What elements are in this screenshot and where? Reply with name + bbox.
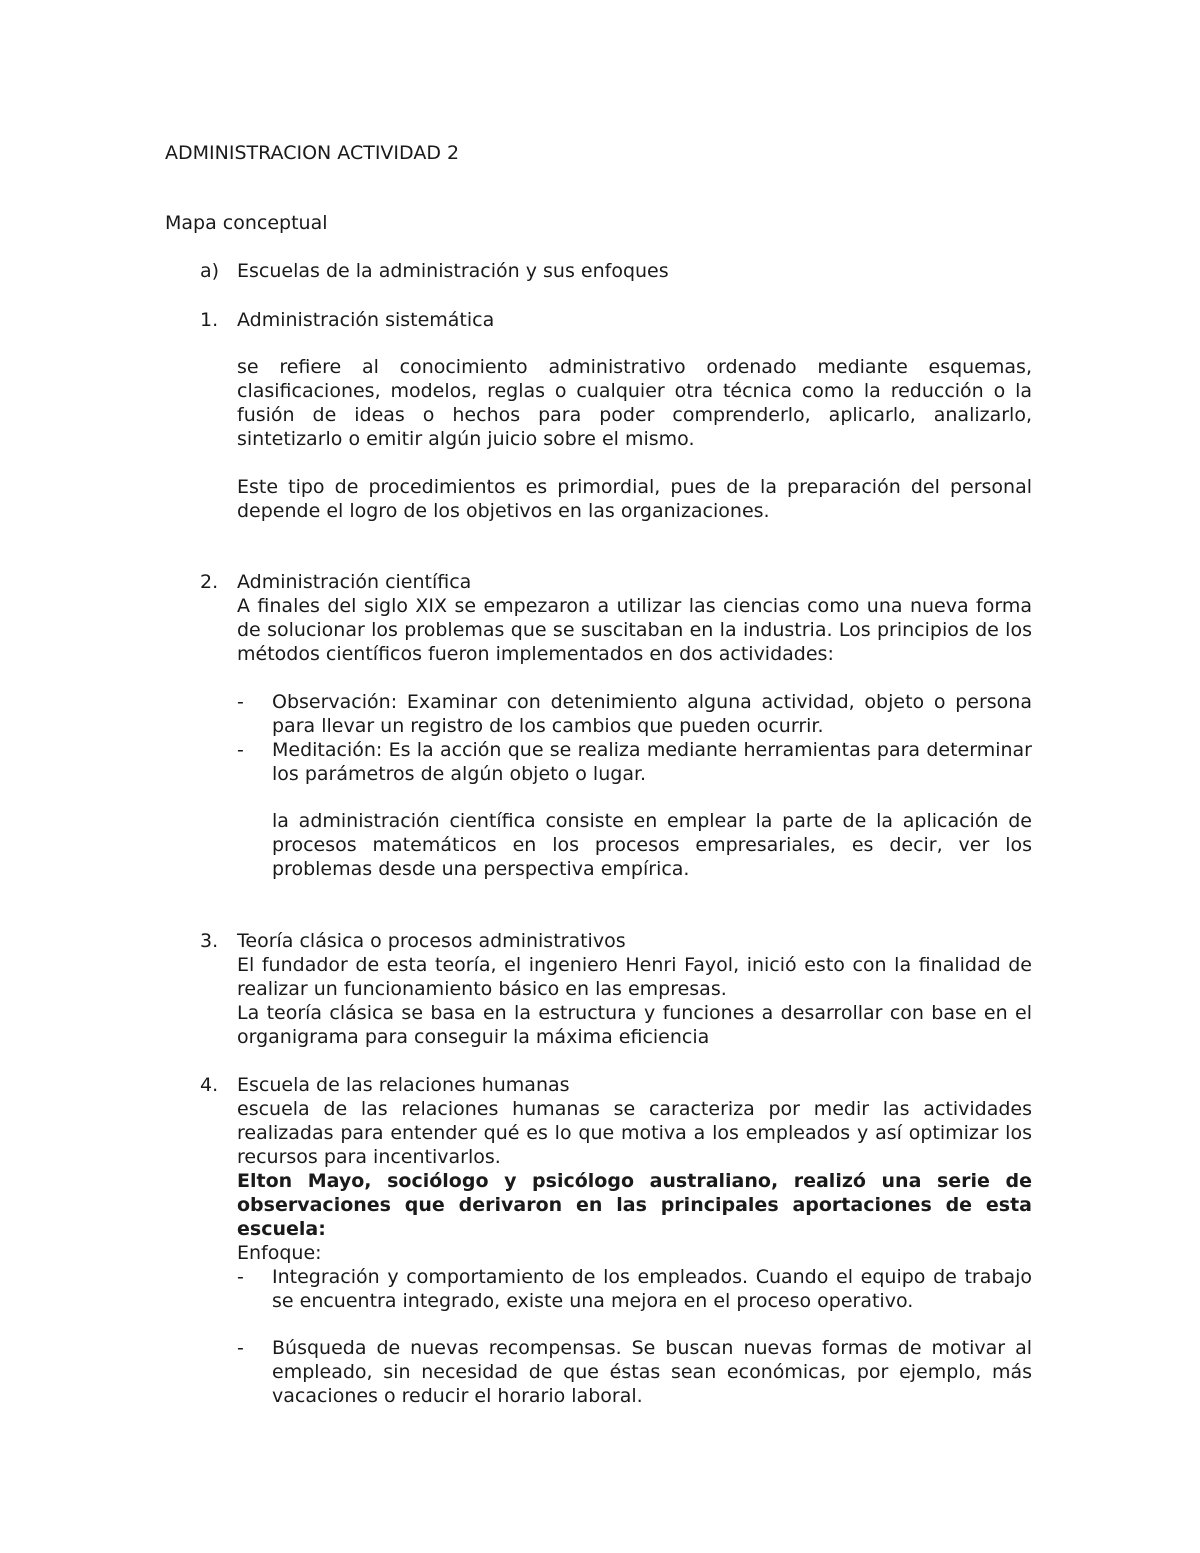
document-title: ADMINISTRACION ACTIVIDAD 2 [165,142,460,164]
section-3-paragraph-1: El fundador de esta teoría, el ingeniero Henri Fayol, inició esto con la finalidad de realizar un funcionamiento básico en las empresas. [237,954,1032,1000]
section-4-bullet-2: Búsqueda de nuevas recompensas. Se buscan nuevas formas de motivar al empleado, sin necesidad de que éstas sean económicas, por ejemplo, más vacaciones o reducir el horario laboral. [272,1337,1032,1407]
section-2-heading: Administración científica [237,571,472,593]
section-4-number: 4. [200,1074,219,1096]
letter-marker: a) [200,260,220,282]
section-1-paragraph-2: Este tipo de procedimientos es primordial, pues de la preparación del personal depende el logro de los objetivos en las organizaciones. [237,476,1032,522]
bullet-marker: - [237,739,244,761]
section-3-heading: Teoría clásica o procesos administrativos [237,930,626,952]
section-2-paragraph-2: la administración científica consiste en emplear la parte de la aplicación de procesos matemáticos en los procesos empresariales, es decir, ver los problemas desde una perspectiva empírica. [272,810,1032,880]
section-4-bold-paragraph: Elton Mayo, sociólogo y psicólogo australiano, realizó una serie de observaciones que derivaron en las principales aportaciones de esta escuela: [237,1170,1032,1240]
section-2-bullet-1: Observación: Examinar con detenimiento alguna actividad, objeto o persona para llevar un registro de los cambios que pueden ocurrir. [272,691,1032,737]
section-2-bullet-2: Meditación: Es la acción que se realiza mediante herramientas para determinar los parámetros de algún objeto o lugar. [272,739,1032,785]
section-3-number: 3. [200,930,219,952]
section-1-paragraph-1: se refiere al conocimiento administrativo ordenado mediante esquemas, clasificaciones, modelos, reglas o cualquier otra técnica como la reducción o la fusión de ideas o hechos para poder comprenderlo, aplicarlo, analizarlo, sintetizarlo o emitir algún juicio sobre el mismo. [237,356,1032,450]
section-1-heading: Administración sistemática [237,309,495,331]
section-4-heading: Escuela de las relaciones humanas [237,1074,570,1096]
bullet-marker: - [237,1266,244,1288]
section-4-enfoque-label: Enfoque: [237,1242,322,1264]
section-2-number: 2. [200,571,219,593]
section-4-paragraph-1: escuela de las relaciones humanas se caracteriza por medir las actividades realizadas para entender qué es lo que motiva a los empleados y así optimizar los recursos para incentivarlos. [237,1098,1032,1168]
section-3-paragraph-2: La teoría clásica se basa en la estructura y funciones a desarrollar con base en el organigrama para conseguir la máxima eficiencia [237,1002,1032,1048]
section-4-bullet-1: Integración y comportamiento de los empleados. Cuando el equipo de trabajo se encuentra integrado, existe una mejora en el proceso operativo. [272,1266,1032,1312]
letter-item-text: Escuelas de la administración y sus enfoques [237,260,669,282]
section-1-number: 1. [200,309,219,331]
bullet-marker: - [237,1337,244,1359]
section-2-paragraph-1: A finales del siglo XIX se empezaron a utilizar las ciencias como una nueva forma de solucionar los problemas que se suscitaban en la industria. Los principios de los métodos científicos fueron implementados en dos actividades: [237,595,1032,665]
bullet-marker: - [237,691,244,713]
document-subtitle: Mapa conceptual [165,212,328,234]
